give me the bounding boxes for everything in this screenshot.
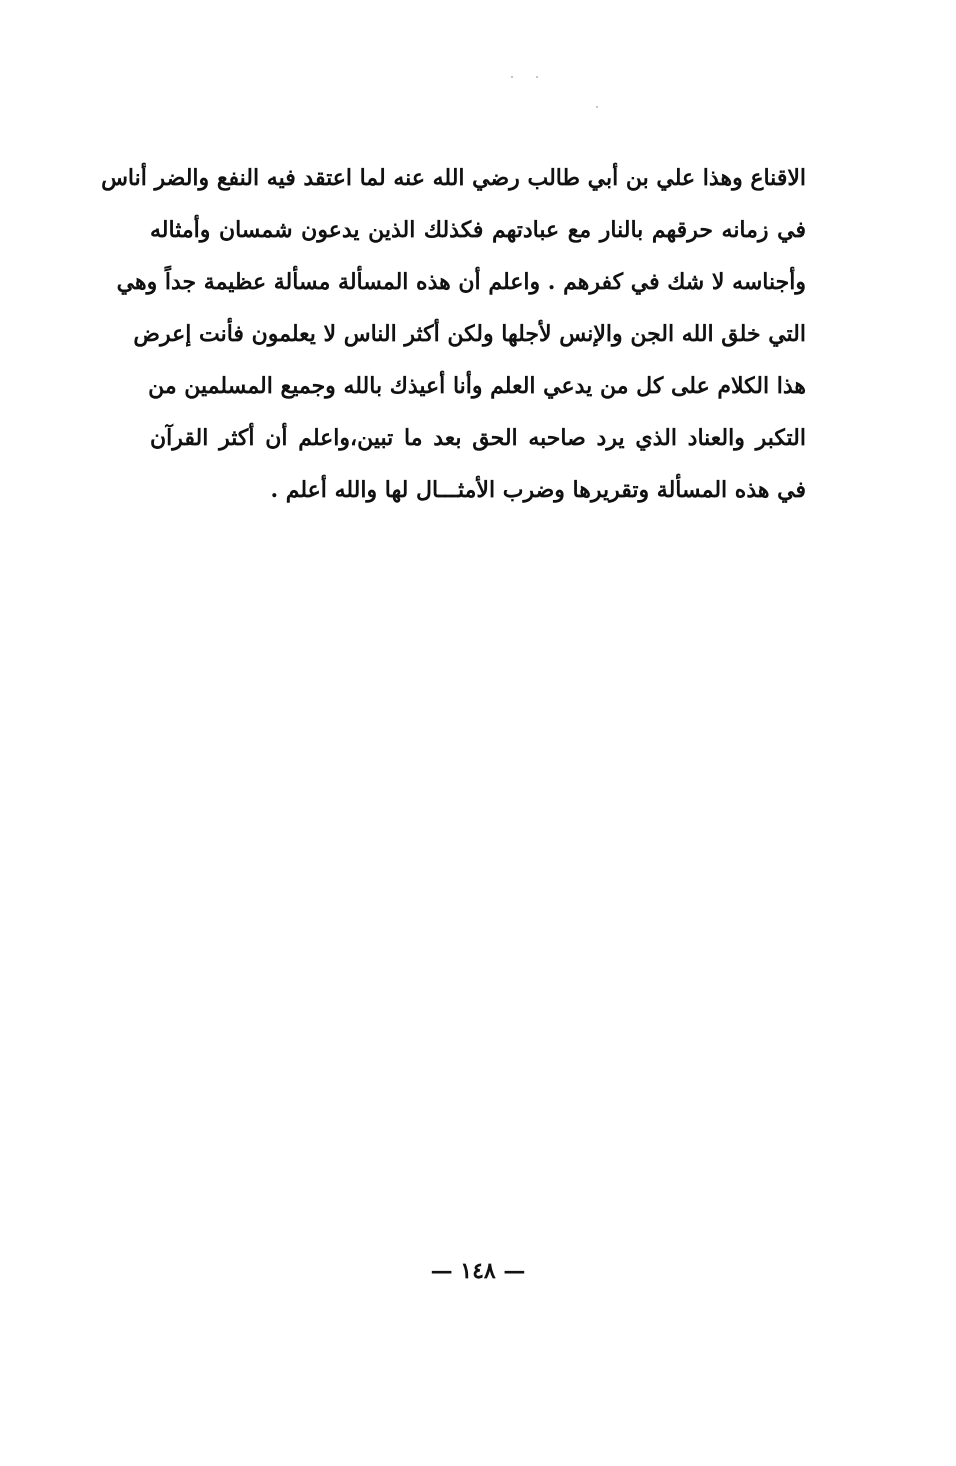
text-line: الاقناع وهذا علي بن أبي طالب رضي الله عنه لما اعتقد فيه النفع والضر أناس [101, 165, 806, 191]
scan-speck [511, 76, 513, 78]
scan-speck [536, 76, 538, 78]
scan-speck [596, 106, 598, 108]
body-text [101, 152, 806, 516]
text-line: هذا الكلام على كل من يدعي العلم وأنا أعيذك بالله وجميع المسلمين من [148, 373, 806, 399]
text-line: في هذه المسألة وتقريرها وضرب الأمثـــال لها والله أعلم . [270, 477, 806, 503]
text-line: في زمانه حرقهم بالنار مع عبادتهم فكذلك الذين يدعون شمسان وأمثاله [150, 217, 806, 243]
text-line: وأجناسه لا شك في كفرهم . واعلم أن هذه المسألة مسألة عظيمة جداً وهي [116, 269, 806, 295]
text-line: التكبر والعناد الذي يرد صاحبه الحق بعد ما تبين،واعلم أن أكثر القرآن [150, 425, 806, 451]
page-number: — ١٤٨ — [430, 1258, 526, 1284]
text-line: التي خلق الله الجن والإنس لأجلها ولكن أكثر الناس لا يعلمون فأنت إعرض [133, 321, 806, 347]
